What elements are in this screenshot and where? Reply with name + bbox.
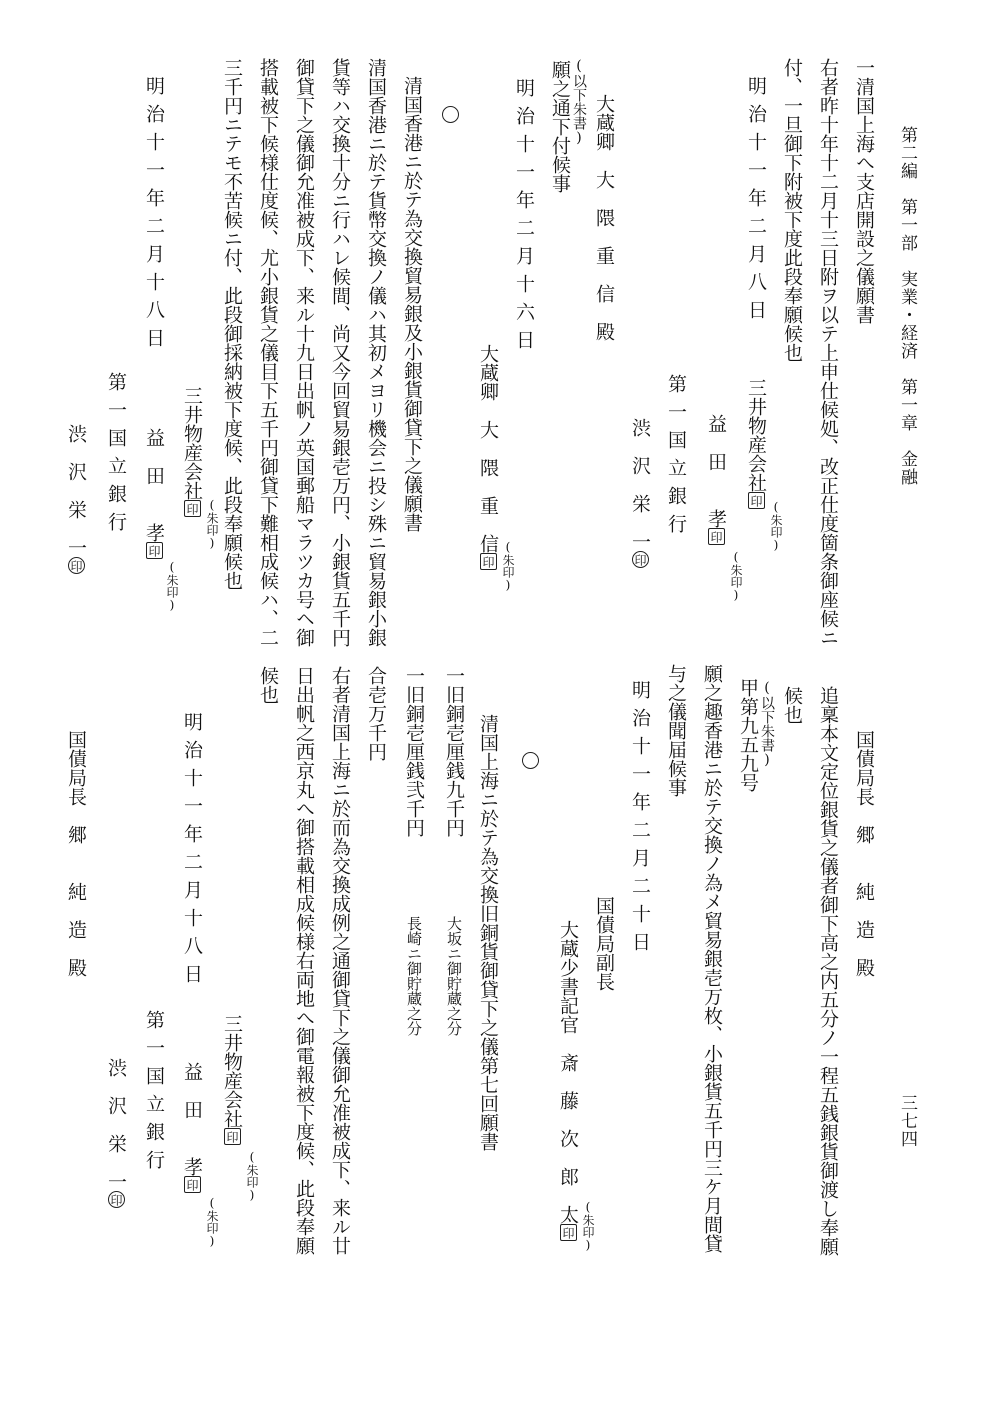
doc3-line-2: 日出帆之西京丸へ御搭載相成候様右両地へ御電報被下度候、此段奉願 — [293, 666, 315, 1255]
doc3-line-1: 右者清国上海ニ於而為交換成例之通御貸下之儀御允准被成下、来ル廿 — [329, 666, 351, 1255]
seal-stamp: 印 — [480, 553, 497, 570]
doc1-reply-addressee: 大蔵卿 大 隈 重 信 殿 — [593, 94, 615, 341]
doc1-date: 明治十一年二月八日 — [745, 76, 767, 328]
seal-stamp: 印 — [68, 557, 85, 574]
doc2-line-4: 搭載被下候様仕度候、尤小銀貨之儀目下五千円御貸下難相成候ハ、二 — [257, 58, 279, 647]
doc3-item-1-note: 大坂ニ御貯蔵之分 — [445, 916, 463, 1036]
doc3-addressee: 国債局長 郷 純 造 殿 — [65, 730, 87, 977]
seal-stamp: 印 — [108, 1191, 125, 1208]
doc1-company: 三井物産会社印 — [746, 378, 765, 509]
doc2-reply-note: (以下朱書) — [759, 680, 775, 768]
doc1-body-line-2: 付、一旦御下附被下度此段奉願候也 — [781, 58, 803, 362]
doc3-company-stamp-note: (朱印) — [245, 1150, 259, 1202]
doc1-reply-body: 願之通下付候事 — [549, 60, 571, 193]
doc2-title: 清国香港ニ於テ為交換貿易銀及小銀貨御貸下之儀願書 — [401, 76, 423, 532]
doc2-bank: 第一国立銀行 — [105, 372, 127, 540]
seal-stamp: 印 — [184, 500, 201, 517]
seal-stamp: 印 — [560, 1224, 577, 1241]
seal-stamp: 印 — [632, 551, 649, 568]
doc1-reply-date: 明治十一年二月十六日 — [513, 78, 535, 358]
doc2-reply-official-stamp-note: (朱印) — [581, 1200, 595, 1252]
doc1-person-shibusawa: 渋 沢 栄 一印 — [630, 418, 649, 568]
seal-stamp: 印 — [184, 1176, 201, 1193]
doc2-reply-number: 甲第九五九号 — [737, 678, 759, 792]
doc3-item-2: 一旧銅壱厘銭弐千円 — [403, 666, 425, 837]
doc2-line-5: 三千円ニテモ不苦候ニ付、此段御採納被下度候、此段奉願候也 — [221, 58, 243, 590]
doc1-person-stamp-note: (朱印) — [729, 550, 743, 602]
page-number: 三七四 — [897, 1094, 917, 1148]
doc3-item-2-note: 長崎ニ御貯蔵之分 — [405, 916, 423, 1036]
doc2-line-2: 貨等ハ交換十分ニ行ハレ候間、尚又今回貿易銀壱万円、小銀貨五千円 — [329, 58, 351, 647]
doc2-reply-official: 大蔵少書記官 斎 藤 次 郎 太印 — [558, 920, 577, 1241]
doc2-reply-line-2: 候也 — [781, 686, 803, 724]
doc1-reply-signer-stamp-note: (朱印) — [501, 540, 515, 592]
doc3-bank: 第一国立銀行 — [143, 1010, 165, 1178]
doc2-reply-addressee: 国債局長 郷 純 造 殿 — [853, 730, 875, 977]
doc3-item-1: 一旧銅壱厘銭九千円 — [443, 666, 465, 837]
doc3-title: 清国上海ニ於テ為交換旧銅貨御貸下之儀第七回願書 — [477, 714, 499, 1151]
doc3-company: 三井物産会社印 — [222, 1014, 241, 1145]
section-circle-marker — [442, 106, 459, 123]
seal-stamp: 印 — [224, 1128, 241, 1145]
doc3-person-stamp-note: (朱印) — [205, 1196, 219, 1248]
doc3-total: 合壱万千円 — [365, 666, 387, 761]
seal-stamp: 印 — [146, 542, 163, 559]
doc3-date: 明治十一年二月十八日 — [181, 712, 203, 992]
doc2-reply-office: 国債局副長 — [593, 896, 615, 991]
doc1-title: 一清国上海へ支店開設之儀願書 — [853, 58, 875, 324]
section-circle-marker — [522, 752, 539, 769]
doc2-person-shibusawa: 渋 沢 栄 一印 — [66, 424, 85, 574]
doc2-person-masuda: 益 田 孝印 — [144, 428, 163, 559]
running-title: 第二編 第一部 実業・経済 第一章 金融 — [897, 126, 917, 486]
doc1-company-stamp-note: (朱印) — [769, 500, 783, 552]
doc2-company: 三井物産会社印 — [182, 386, 201, 517]
doc2-reply-body-2: 与之儀聞届候事 — [665, 664, 687, 797]
doc1-person-masuda: 益 田 孝印 — [706, 414, 725, 545]
doc1-reply-signer: 大蔵卿 大 隈 重 信印 — [478, 344, 497, 570]
doc1-body-line-1: 右者昨十年十二月十三日附ヲ以テ上申仕候処、改正仕度箇条御座候ニ — [817, 58, 839, 647]
doc3-line-3: 候也 — [257, 666, 279, 704]
doc2-reply-line-1: 追稟本文定位銀貨之儀者御下高之内五分ノ一程五銭銀貨御渡し奉願 — [817, 686, 839, 1256]
doc3-person-shibusawa: 渋 沢 栄 一印 — [106, 1058, 125, 1208]
doc2-person-stamp-note: (朱印) — [165, 560, 179, 612]
doc2-reply-body-1: 願之趣香港ニ於テ交換ノ為メ貿易銀壱万枚、小銀貨五千円三ケ月間貸 — [701, 664, 723, 1253]
seal-stamp: 印 — [708, 528, 725, 545]
doc2-line-3: 御貸下之儀御允准被成下、来ル十九日出帆ノ英国郵船マラツカ号ヘ御 — [293, 58, 315, 647]
doc1-reply-note: (以下朱書) — [571, 58, 587, 146]
doc2-company-stamp-note: (朱印) — [205, 498, 219, 550]
doc1-bank: 第一国立銀行 — [665, 374, 687, 542]
doc2-date: 明治十一年二月十八日 — [143, 76, 165, 356]
doc2-reply-date: 明治十一年二月二十日 — [629, 680, 651, 960]
seal-stamp: 印 — [748, 492, 765, 509]
doc3-person-masuda: 益 田 孝印 — [182, 1062, 201, 1193]
doc2-line-1: 清国香港ニ於テ貨幣交換ノ儀ハ其初メヨリ機会ニ投シ殊ニ貿易銀小銀 — [365, 58, 387, 647]
